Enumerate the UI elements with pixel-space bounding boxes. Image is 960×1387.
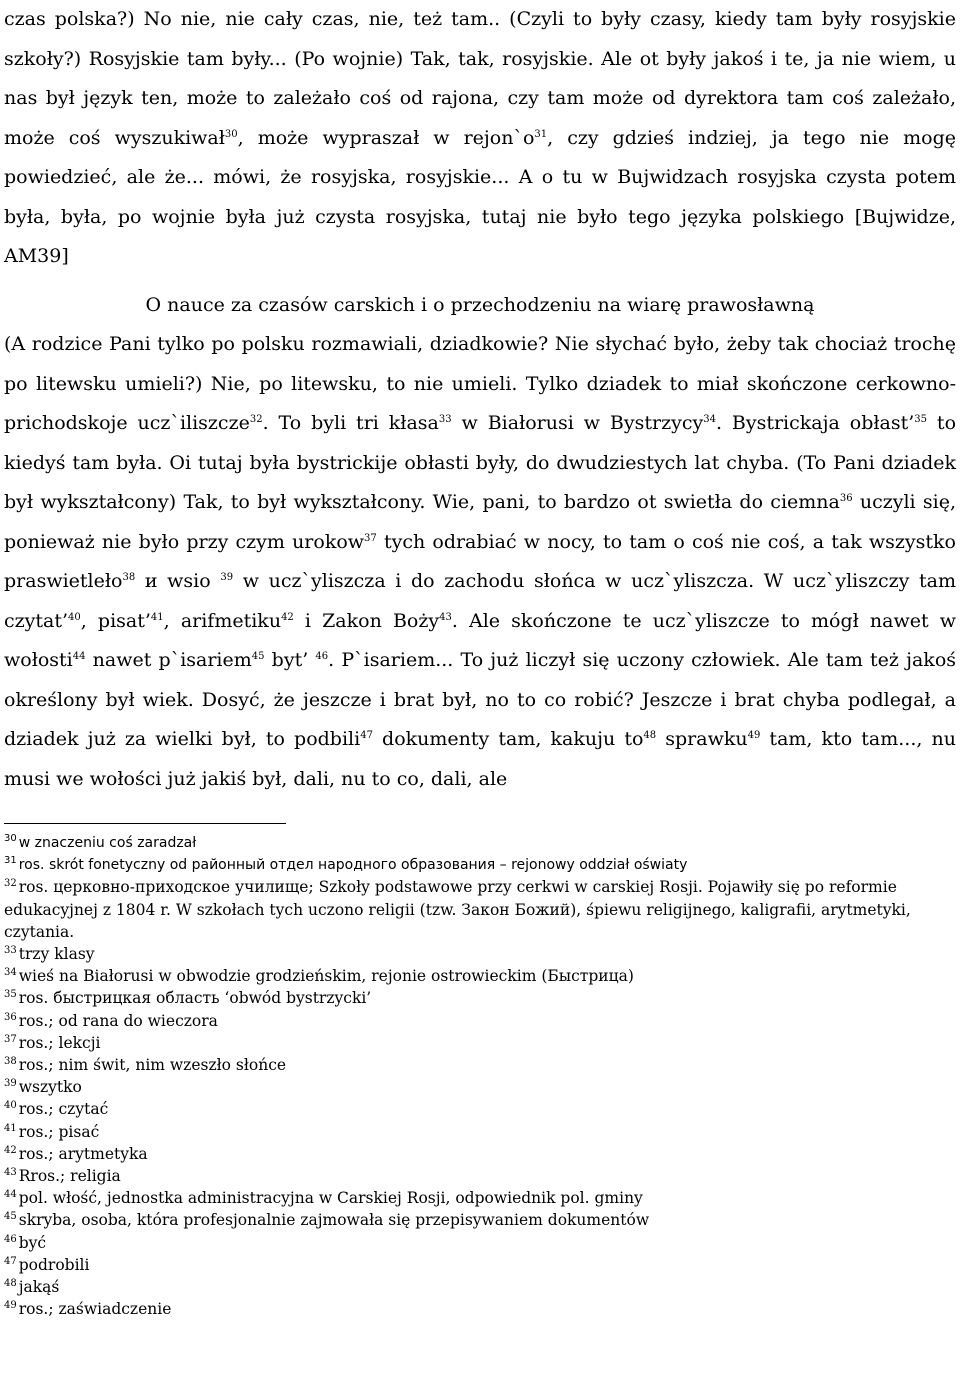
footnote-number: 44	[4, 1189, 17, 1201]
footnote-text: ros.; nim świt, nim wzeszło słońce	[18, 1056, 287, 1075]
footnote-ref[interactable]: 30	[224, 128, 238, 140]
footnote-43	[4, 1165, 956, 1187]
footnote-41	[4, 1121, 956, 1143]
footnote-number: 34	[4, 967, 17, 979]
footnote-number: 45	[4, 1211, 17, 1223]
text-run: tam, kto tam..., nu musi we wołości już jakiś był, dali, nu to co, dali, ale	[4, 728, 956, 790]
text-run: to kiedyś tam była. Oi tutaj była bystrickije obłasti były, do dwudziestych lat chyba. (To Pani dziadek był wykształcony) Tak, to był wykształcony. Wie, pani, to bardzo ot swietła do ciemna	[4, 412, 957, 513]
footnote-32	[4, 876, 956, 943]
footnote-30	[4, 832, 956, 854]
footnote-number: 49	[4, 1300, 17, 1312]
footnote-number: 41	[4, 1122, 17, 1134]
footnote-text: ros. быстрицкая область ‘obwód bystrzycki’	[18, 989, 372, 1008]
footnote-42	[4, 1143, 956, 1165]
footnote-text: być	[18, 1233, 47, 1252]
footnote-36	[4, 1010, 956, 1032]
text-run: и wsio	[135, 570, 221, 592]
footnote-text: Rros.; religia	[18, 1167, 121, 1186]
text-run: , arifmetiku	[163, 609, 282, 632]
footnote-number: 33	[4, 945, 17, 957]
text-run: tych odrabiać w nocy, to tam o coś nie coś, a tak wszystko praswietleło	[4, 530, 956, 592]
footnote-ref[interactable]: 35	[914, 414, 928, 425]
footnote-ref[interactable]: 40	[68, 611, 81, 623]
footnote-ref[interactable]: 44	[72, 651, 86, 662]
footnote-text: ros.; pisać	[18, 1122, 100, 1141]
footnote-ref[interactable]: 36	[839, 493, 853, 504]
footnote-text: ros.; od rana do wieczora	[18, 1011, 218, 1030]
footnote-33	[4, 943, 956, 965]
footnote-number: 39	[4, 1078, 17, 1090]
footnote-number: 43	[4, 1167, 17, 1179]
footnote-31	[4, 854, 956, 876]
footnote-text: pol. włość, jednostka administracyjna w Carskiej Rosji, odpowiednik pol. gminy	[18, 1189, 643, 1208]
footnote-text: jakąś	[18, 1278, 60, 1297]
footnote-number: 36	[4, 1011, 17, 1023]
text-run: (A rodzice Pani tylko po polsku rozmawiali, dziadkowie? Nie słychać było, żeby tak chociaż trochę po litewsku umieli?) Nie, po litewsku, to nie umieli. Tylko dziadek to miał skończone cerkowno-prichodskoje ucz`iliszcze	[4, 333, 956, 434]
text-run: . P`isariem... To już liczył się uczony człowiek. Ale tam też jakoś określony był wiek. Dosyć, że jeszcze i brat był, no to co robić? Jeszcze i brat chyba podlegał, a dziadek już za wielki był, to podbili	[4, 649, 957, 750]
footnote-ref[interactable]: 45	[251, 651, 265, 662]
paragraph-2	[4, 325, 956, 799]
footnote-text: ros.; zaświadczenie	[18, 1300, 172, 1319]
footnote-ref[interactable]: 47	[360, 730, 373, 741]
footnote-text: w znaczeniu coś zaradzał	[18, 835, 197, 851]
footnote-text: ros.; arytmetyka	[18, 1144, 148, 1163]
footnote-38	[4, 1054, 956, 1076]
footnote-text: ros.; czytać	[18, 1100, 109, 1119]
footnote-37	[4, 1032, 956, 1054]
footnote-text: ros. skrót fonetyczny od районный отдел народного образования – rejonowy oddział oświaty	[18, 857, 688, 874]
footnote-34	[4, 965, 956, 987]
footnote-48	[4, 1276, 956, 1298]
text-run: . Ale skończone te ucz`yliszcze to mógł nawet w wołosti	[4, 609, 956, 671]
footnote-number: 31	[4, 855, 17, 867]
footnote-number: 42	[4, 1144, 17, 1156]
footnote-ref[interactable]: 48	[643, 730, 657, 741]
footnote-number: 38	[4, 1056, 17, 1068]
footnote-ref[interactable]: 32	[249, 414, 263, 425]
footnote-45	[4, 1209, 956, 1231]
footnote-ref[interactable]: 49	[747, 730, 761, 741]
footnote-text: wieś na Białorusi w obwodzie grodzieńskim, rejonie ostrowieckim (Быстрица)	[18, 967, 634, 986]
footnote-ref[interactable]: 39	[220, 572, 234, 583]
footnotes	[4, 832, 956, 1320]
text-run: byt’	[264, 649, 316, 671]
footnote-ref[interactable]: 46	[315, 651, 329, 662]
footnote-49	[4, 1298, 956, 1320]
text-run: nawet p`isariem	[85, 649, 252, 671]
footnote-ref[interactable]: 34	[703, 414, 716, 425]
footnote-39	[4, 1076, 956, 1098]
footnote-ref[interactable]: 31	[534, 128, 548, 140]
footnote-number: 35	[4, 989, 17, 1001]
footnote-text: podrobili	[18, 1255, 90, 1274]
text-run: i Zakon Boży	[293, 609, 440, 632]
footnote-number: 47	[4, 1255, 17, 1267]
text-run: uczyli się, ponieważ nie było przy czym urokow	[4, 491, 956, 553]
text-run: w Białorusi w Bystrzycy	[451, 412, 704, 434]
footnote-47	[4, 1254, 956, 1276]
footnote-text: ros.; lekcji	[18, 1033, 101, 1052]
text-run: . Bystrickaja obłast’	[715, 412, 915, 434]
footnote-46	[4, 1232, 956, 1254]
footnote-ref[interactable]: 43	[439, 611, 452, 623]
footnote-ref[interactable]: 42	[281, 611, 294, 623]
footnote-text: ros. церковно-приходское училище; Szkoły podstawowe przy cerkwi w carskiej Rosji. Pojawiły się po reformie edukacyjnej z 1804 r. W szkołach tych uczono religii (tzw. Закон Божий), śpiewu religijnego, kaligrafii, arytmetyki, czytania.	[4, 878, 911, 941]
footnote-text: trzy klasy	[18, 945, 95, 964]
footnote-40	[4, 1098, 956, 1120]
footnote-ref[interactable]: 41	[150, 611, 164, 623]
section-heading: O nauce za czasów carskich i o przechodzeniu na wiarę prawosławną	[145, 293, 815, 316]
text-run: , może wypraszał w rejon`o	[237, 126, 535, 149]
footnote-ref[interactable]: 33	[438, 414, 452, 425]
text-run: , pisat’	[80, 609, 151, 632]
footnote-number: 40	[4, 1100, 17, 1112]
footnote-44	[4, 1187, 956, 1209]
text-run: czas polska?) No nie, nie cały czas, nie, też tam.. (Czyli to były czasy, kiedy tam były rosyjskie szkoły?) Rosyjskie tam były... (Po wojnie) Tak, tak, rosyjskie. Ale ot były jakoś i te, ja nie wiem, u nas był język ten, może to zależało coś od rajona, czy tam może od dyrektora tam coś zależało, może coś wyszukiwał	[4, 8, 956, 149]
text-run: . To byli tri kłasa	[262, 412, 439, 434]
footnote-text: wszytko	[18, 1078, 82, 1097]
footnote-number: 37	[4, 1033, 17, 1045]
text-run: w ucz`yliszcza i do zachodu słońca w ucz`yliszcza. W ucz`yliszczy tam czytat’	[4, 570, 957, 632]
paragraph-1	[4, 0, 956, 277]
footnote-35	[4, 987, 956, 1009]
footnote-number: 46	[4, 1233, 17, 1245]
footnote-separator	[4, 823, 286, 824]
footnote-number: 30	[4, 833, 17, 844]
text-run: , czy gdzieś indziej, ja tego nie mogę powiedzieć, ale że... mówi, że rosyjska, rosyjskie... A o tu w Bujwidzach rosyjska czysta potem była, była, po wojnie była już czysta rosyjska, tutaj nie było tego języka polskiego [Bujwidze, AM39]	[4, 126, 956, 267]
footnote-number: 48	[4, 1278, 17, 1290]
main-text	[4, 0, 956, 799]
text-run: sprawku	[656, 728, 748, 750]
footnote-text: skryba, osoba, która profesjonalnie zajmowała się przepisywaniem dokumentów	[18, 1211, 650, 1230]
footnote-number: 32	[4, 878, 17, 890]
footnote-ref[interactable]: 37	[364, 532, 377, 544]
footnote-ref[interactable]: 38	[122, 572, 136, 583]
text-run: dokumenty tam, kakuju to	[372, 728, 644, 750]
